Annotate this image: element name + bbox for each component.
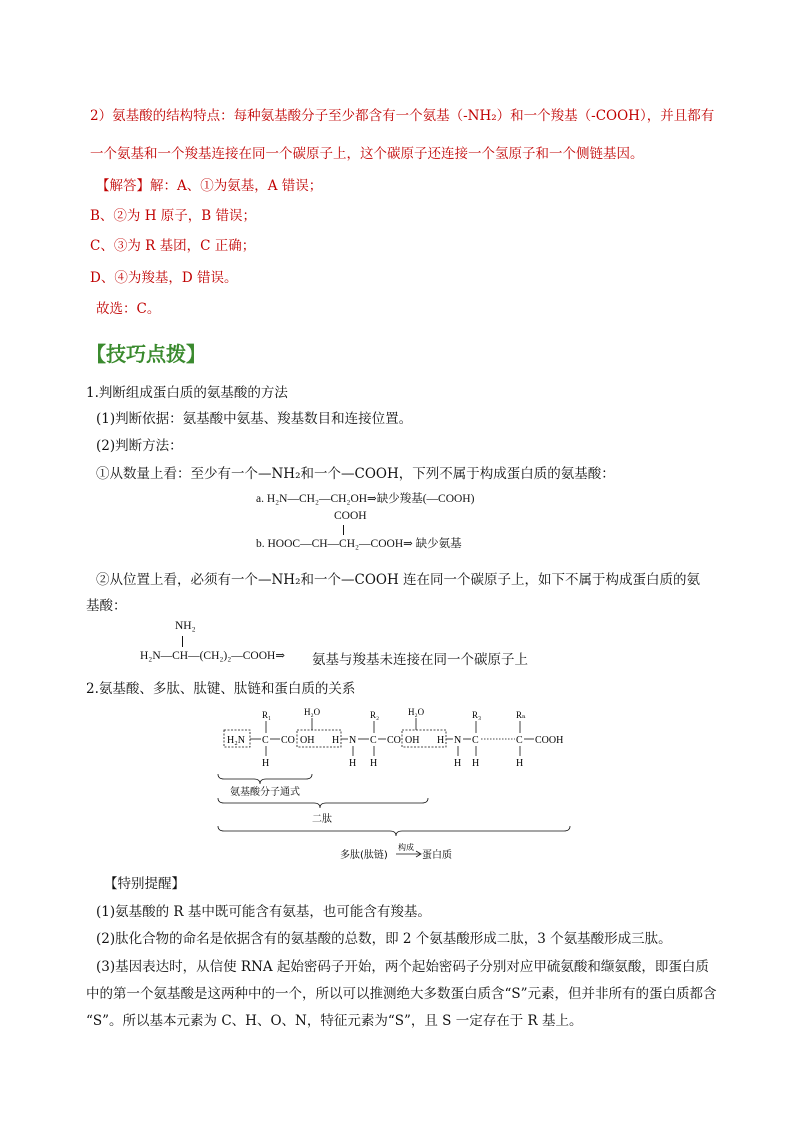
h2o-label-2: H₂O bbox=[408, 707, 425, 717]
note-2: (2)肽化合物的命名是依据含有的氨基酸的总数，即 2 个氨基酸形成二肽，3 个氨基酸形成三肽。 bbox=[96, 931, 672, 947]
oh2-text: OH bbox=[405, 735, 420, 746]
n2-text: N bbox=[454, 735, 462, 746]
note-3-line3: “S”。所以基本元素为 C、H、O、N，特征元素为“S”，且 S 一定存在于 R 基上。 bbox=[86, 1013, 583, 1029]
section-heading: 【技巧点拨】 bbox=[86, 342, 206, 366]
answer-tag: 【解答】 bbox=[96, 178, 150, 194]
formula-c: H₂N—CH—(CH₂)₂—COOH⇒ bbox=[140, 650, 285, 662]
arrow-label: 构成 bbox=[398, 843, 414, 852]
tip-title-2: 2.氨基酸、多肽、肽键、肽链和蛋白质的关系 bbox=[86, 681, 356, 697]
r2-label: R₂ bbox=[370, 710, 380, 720]
cooh-end-text: COOH bbox=[535, 735, 564, 746]
brace-polypeptide bbox=[218, 826, 570, 836]
brace-amino-formula bbox=[218, 774, 312, 784]
peptide-diagram bbox=[210, 702, 590, 870]
answer-line-b: B、②为 H 原子，B 错误； bbox=[90, 208, 256, 224]
tip-position-line1: ②从位置上看，必须有一个—NH₂和一个—COOH 连在同一个碳原子上，如下不属于构成蛋白质的氨 bbox=[96, 572, 701, 588]
brace-dipeptide bbox=[218, 798, 428, 808]
formula-c-branch: NH₂ bbox=[175, 620, 196, 632]
answer-line-d: D、④为羧基，D 错误。 bbox=[90, 270, 238, 286]
c3-text: C bbox=[472, 735, 479, 746]
formula-b-bond bbox=[343, 525, 344, 535]
tip-basis: (1)判断依据：氨基酸中氨基、羧基数目和连接位置。 bbox=[96, 411, 413, 427]
h-below-1: H bbox=[262, 758, 270, 769]
notes-title: 【特别提醒】 bbox=[104, 876, 185, 892]
co2-text: CO bbox=[387, 735, 401, 746]
answer-a-text: 解：A、①为氨基，A 错误； bbox=[150, 178, 323, 194]
c2-text: C bbox=[370, 735, 377, 746]
answer-line-a bbox=[96, 176, 322, 196]
formula-b-branch: COOH bbox=[334, 510, 367, 522]
h2o-label-1: H₂O bbox=[304, 707, 321, 717]
h-below-4: H bbox=[454, 758, 462, 769]
co1-text: CO bbox=[281, 735, 295, 746]
h-below-3: H bbox=[370, 758, 378, 769]
note-3-line1: (3)基因表达时，从信使 RNA 起始密码子开始，两个起始密码子分别对应甲硫氨酸和缬氨酸，即蛋白质 bbox=[96, 959, 709, 975]
h-below-6: H bbox=[516, 758, 524, 769]
note-1: (1)氨基酸的 R 基中既可能含有氨基，也可能含有羧基。 bbox=[96, 904, 431, 920]
h2n-text: H₂N bbox=[227, 735, 245, 746]
structure-feature-line2: 一个氨基和一个羧基连接在同一个碳原子上，这个碳原子还连接一个氢原子和一个侧链基因。 bbox=[90, 146, 644, 162]
label-protein: 蛋白质 bbox=[422, 850, 452, 861]
tip-title-1: 1.判断组成蛋白质的氨基酸的方法 bbox=[86, 385, 288, 401]
r1-label: R₁ bbox=[262, 710, 272, 720]
formula-a: a. H₂N—CH₂—CH₂OH⇒缺少羧基(—COOH) bbox=[256, 493, 475, 505]
h-below-5: H bbox=[472, 758, 480, 769]
label-amino-formula: 氨基酸分子通式 bbox=[230, 787, 300, 798]
formula-c-note: 氨基与羧基未连接在同一个碳原子上 bbox=[312, 652, 528, 668]
h-box1-text: H bbox=[332, 735, 340, 746]
r3-label: R₃ bbox=[472, 710, 482, 720]
label-polypeptide: 多肽(肽链) bbox=[340, 850, 388, 861]
tip-quantity: ①从数量上看：至少有一个—NH₂和一个—COOH，下列不属于构成蛋白质的氨基酸： bbox=[96, 466, 615, 482]
n1-text: N bbox=[349, 735, 357, 746]
formula-c-bond bbox=[182, 636, 183, 647]
tip-method: (2)判断方法： bbox=[96, 438, 183, 454]
rn-label: Rₙ bbox=[516, 710, 526, 720]
oh1-text: OH bbox=[300, 735, 315, 746]
cn-text: C bbox=[516, 735, 523, 746]
formula-b: b. HOOC—CH—CH₂—COOH⇒ 缺少氨基 bbox=[256, 538, 462, 550]
tip-position-line2: 基酸： bbox=[86, 598, 127, 614]
answer-line-c: C、③为 R 基团，C 正确； bbox=[90, 238, 256, 254]
answer-final: 故选：C。 bbox=[96, 301, 161, 317]
h-box2-text: H bbox=[437, 735, 445, 746]
note-3-line2: 中的第一个氨基酸是这两种中的一个，所以可以推测绝大多数蛋白质含“S”元素，但并非所有的蛋白质都含 bbox=[86, 986, 717, 1002]
label-dipeptide: 二肽 bbox=[312, 814, 332, 825]
c1-text: C bbox=[262, 735, 269, 746]
h-below-2: H bbox=[349, 758, 357, 769]
structure-feature-line1: 2）氨基酸的结构特点：每种氨基酸分子至少都含有一个氨基（-NH₂）和一个羧基（-COOH），并且都有 bbox=[90, 108, 715, 124]
